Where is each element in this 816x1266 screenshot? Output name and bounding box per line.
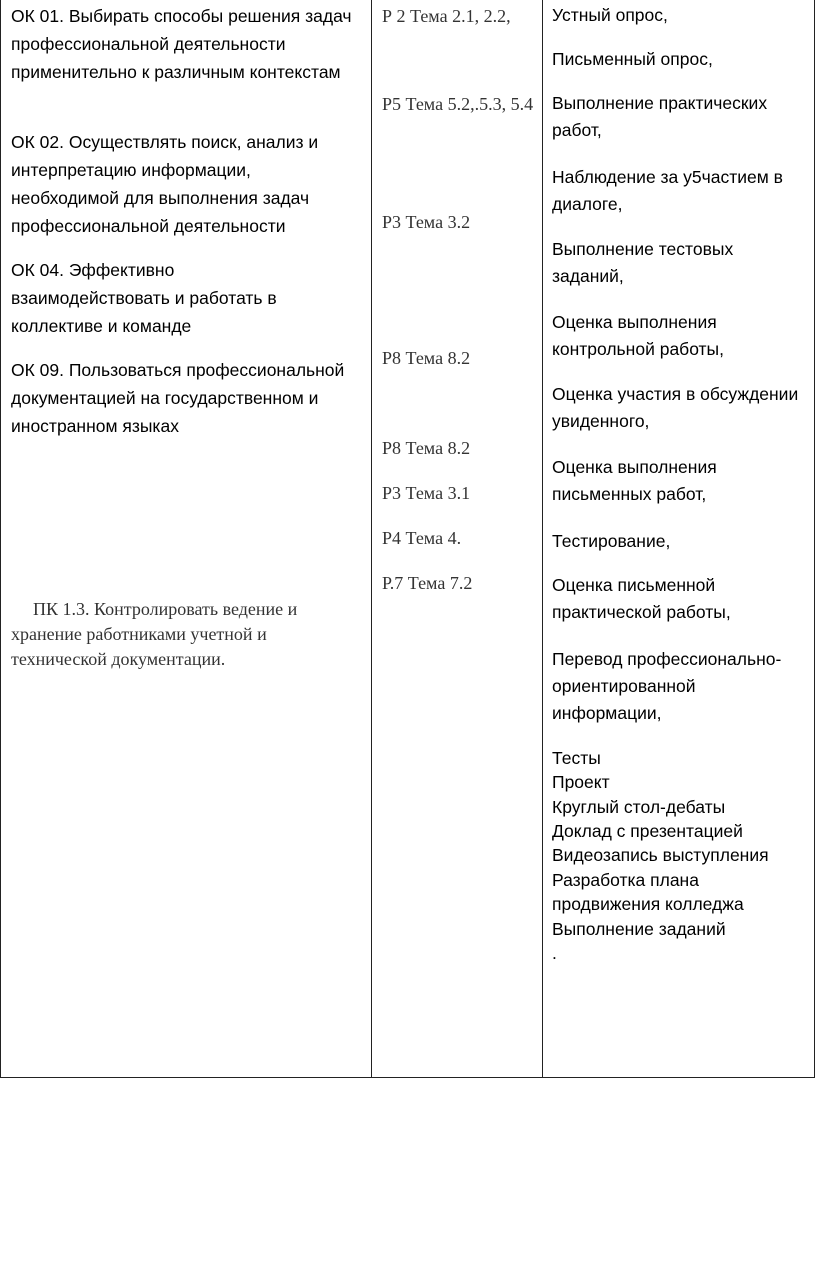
- topic-item: Р.7 Тема 7.2: [382, 573, 473, 593]
- column-divider: [371, 0, 372, 1078]
- form-item: Видеозапись выступления: [552, 845, 769, 865]
- evaluation-item: Выполнение тестовых заданий,: [552, 239, 734, 286]
- evaluation-item: Оценка выполнения контрольной работы,: [552, 312, 725, 359]
- topics-cell: [382, 0, 540, 1078]
- competency-pk13: ПК 1.3. Контролировать ведение и хранение работниками учетной и технической документации.: [11, 599, 298, 669]
- form-item: Тесты: [552, 748, 601, 768]
- evaluation-item: Тестирование,: [552, 531, 671, 551]
- evaluation-item: Оценка участия в обсуждении увиденного,: [552, 384, 799, 431]
- form-item: Круглый стол-дебаты: [552, 797, 726, 817]
- competencies-cell: [11, 0, 366, 1078]
- competency-ok09: ОК 09. Пользоваться профессиональной документацией на государственном и иностранном языках: [11, 360, 345, 436]
- evaluation-item: Оценка письменной практической работы,: [552, 575, 731, 622]
- evaluation-item: Оценка выполнения письменных работ,: [552, 457, 717, 504]
- topic-item: Р3 Тема 3.2: [382, 212, 471, 232]
- evaluation-item: Наблюдение за у5частием в диалоге,: [552, 167, 783, 214]
- competency-ok01: ОК 01. Выбирать способы решения задач профессиональной деятельности применительно к различным контекстам: [11, 6, 352, 82]
- topic-item: Р4 Тема 4.: [382, 528, 462, 548]
- column-divider: [542, 0, 543, 1078]
- competency-ok02: ОК 02. Осуществлять поиск, анализ и интерпретацию информации, необходимой для выполнения задач профессиональной деятельности: [11, 132, 319, 236]
- topic-item: Р5 Тема 5.2,.5.3, 5.4: [382, 94, 534, 114]
- form-item: Выполнение заданий: [552, 919, 726, 939]
- form-item: Доклад с презентацией: [552, 821, 743, 841]
- form-item: Проект: [552, 772, 610, 792]
- form-item: Разработка плана продвижения колледжа: [552, 870, 744, 915]
- topic-item: Р3 Тема 3.1: [382, 483, 471, 503]
- form-item: .: [552, 943, 557, 963]
- evaluation-cell: [552, 0, 814, 1078]
- topic-item: Р8 Тема 8.2: [382, 348, 471, 368]
- evaluation-item: Письменный опрос,: [552, 49, 713, 69]
- topic-item: Р 2 Тема 2.1, 2.2,: [382, 6, 511, 26]
- evaluation-item: Выполнение практических работ,: [552, 93, 768, 140]
- competency-ok04: ОК 04. Эффективно взаимодействовать и работать в коллективе и команде: [11, 260, 277, 336]
- topic-item: Р8 Тема 8.2: [382, 438, 471, 458]
- evaluation-item: Устный опрос,: [552, 5, 668, 25]
- evaluation-item: Перевод профессионально-ориентированной информации,: [552, 649, 782, 723]
